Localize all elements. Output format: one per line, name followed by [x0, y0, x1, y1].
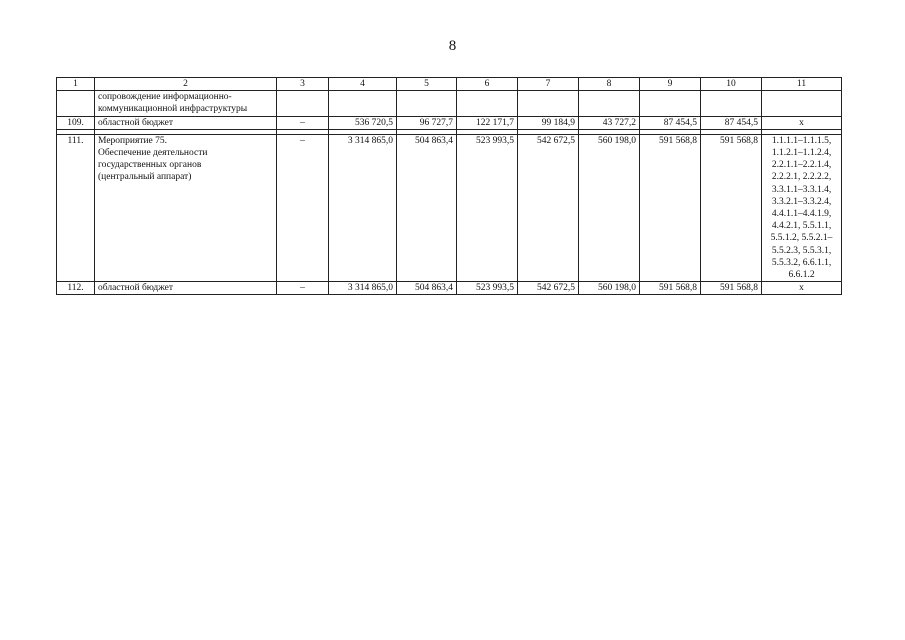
- table-row-111: [57, 134, 842, 281]
- cell-col11: х: [762, 282, 842, 295]
- cell-col10: 591 568,8: [701, 134, 762, 281]
- row-number: 111.: [57, 134, 95, 281]
- page-number: 8: [448, 38, 457, 54]
- cell-col4: 3 314 865,0: [329, 282, 397, 295]
- cell-col8: 560 198,0: [579, 134, 640, 281]
- table-row-continuation: [57, 91, 842, 116]
- continuation-text: сопровождение информационно- коммуникационной инфраструктуры: [95, 91, 277, 116]
- row-name: областной бюджет: [95, 116, 277, 129]
- header-cell-3: 3: [277, 78, 329, 91]
- cell-col4: 536 720,5: [329, 116, 397, 129]
- budget-table: [56, 77, 842, 295]
- table-row-109: [57, 116, 842, 129]
- cell-col3: –: [277, 116, 329, 129]
- cell-col8: 560 198,0: [579, 282, 640, 295]
- cell-col9: 591 568,8: [640, 134, 701, 281]
- cell-col11-targets: 1.1.1.1–1.1.1.5, 1.1.2.1–1.1.2.4, 2.2.1.1–2.2.1.4, 2.2.2.1, 2.2.2.2, 3.3.1.1–3.3.1.4, 3.3.2.1–3.3.2.4, 4.4.1.1–4.4.1.9, 4.4.2.1, 5.5.1.1, 5.5.1.2, 5.5.2.1– 5.5.2.3, 5.5.3.1, 5.5.3.2, 6.6.1.1, 6.6.1.2: [762, 134, 842, 281]
- cell-col4: 3 314 865,0: [329, 134, 397, 281]
- cell-col7: 99 184,9: [518, 116, 579, 129]
- header-cell-2: 2: [95, 78, 277, 91]
- header-cell-8: 8: [579, 78, 640, 91]
- cell-col6: 523 993,5: [457, 134, 518, 281]
- header-cell-11: 11: [762, 78, 842, 91]
- cell-col10: 591 568,8: [701, 282, 762, 295]
- header-row: [57, 78, 842, 91]
- header-cell-9: 9: [640, 78, 701, 91]
- cell-col9: 87 454,5: [640, 116, 701, 129]
- header-cell-6: 6: [457, 78, 518, 91]
- cell-col3: –: [277, 134, 329, 281]
- row-number: 109.: [57, 116, 95, 129]
- cell-col10: 87 454,5: [701, 116, 762, 129]
- row-name: областной бюджет: [95, 282, 277, 295]
- row-number: 112.: [57, 282, 95, 295]
- header-cell-10: 10: [701, 78, 762, 91]
- cell-col6: 122 171,7: [457, 116, 518, 129]
- cell-col3: –: [277, 282, 329, 295]
- cell-col7: 542 672,5: [518, 134, 579, 281]
- header-cell-5: 5: [397, 78, 457, 91]
- cell-col11: х: [762, 116, 842, 129]
- cell-col8: 43 727,2: [579, 116, 640, 129]
- cell-col5: 96 727,7: [397, 116, 457, 129]
- header-cell-4: 4: [329, 78, 397, 91]
- cell-col6: 523 993,5: [457, 282, 518, 295]
- cell-col5: 504 863,4: [397, 282, 457, 295]
- row-name: Мероприятие 75. Обеспечение деятельности государственных органов (центральный аппарат): [95, 134, 277, 281]
- header-cell-1: 1: [57, 78, 95, 91]
- cell-col7: 542 672,5: [518, 282, 579, 295]
- cell-col9: 591 568,8: [640, 282, 701, 295]
- cell-col5: 504 863,4: [397, 134, 457, 281]
- table-row-112: [57, 282, 842, 295]
- header-cell-7: 7: [518, 78, 579, 91]
